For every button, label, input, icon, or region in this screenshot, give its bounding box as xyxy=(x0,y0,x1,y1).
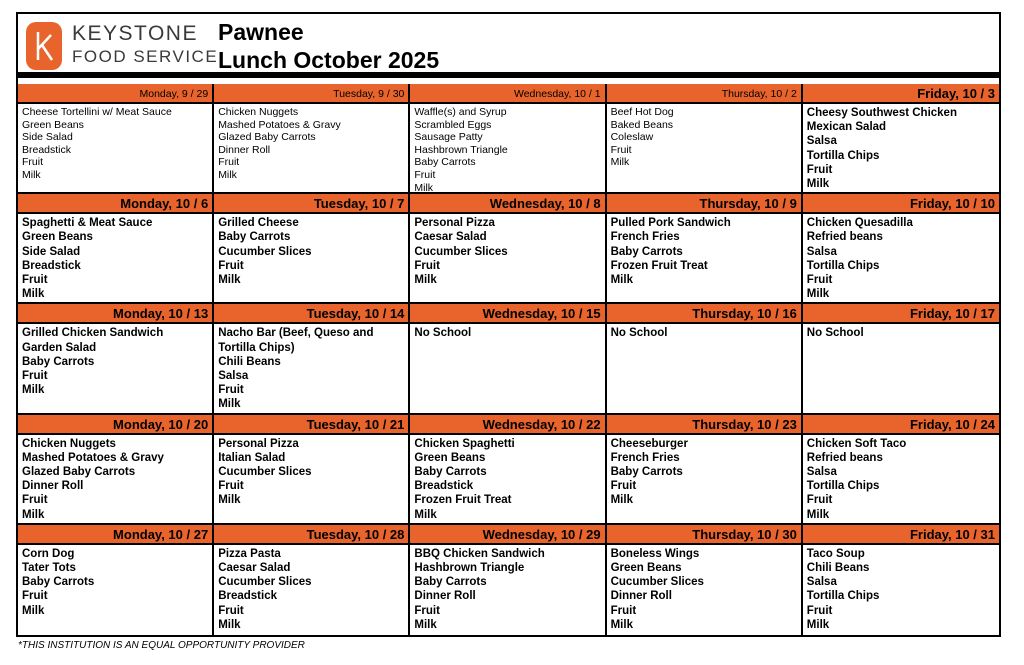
menu-item: Salsa xyxy=(806,576,837,589)
day-cell xyxy=(214,84,410,194)
menu-item: Milk xyxy=(610,156,630,169)
menu-item: Cheese Tortellini w/ Meat Sauce xyxy=(22,106,172,118)
menu-item: Fruit xyxy=(610,604,637,617)
page-title xyxy=(218,18,439,74)
menu-item: Fruit xyxy=(22,494,48,507)
menu-list xyxy=(803,104,999,193)
menu-item: Cucumber Slices xyxy=(218,245,312,258)
menu-item: Milk xyxy=(218,168,237,181)
menu-item: Fruit xyxy=(22,590,48,603)
menu-item: Breadstick xyxy=(218,590,277,603)
menu-list xyxy=(607,324,801,342)
menu-item: Milk xyxy=(22,168,41,181)
menu-item: Grilled Chicken Sandwich xyxy=(22,327,164,340)
menu-item: Baby Carrots xyxy=(610,466,683,478)
day-cell xyxy=(607,194,803,304)
menu-item: Tortilla Chips xyxy=(806,259,880,272)
menu-item: Cheeseburger xyxy=(610,437,688,450)
menu-item: Corn Dog xyxy=(22,547,75,560)
menu-item: Milk xyxy=(218,494,241,507)
menu-item: Baby Carrots xyxy=(218,231,291,244)
k-glyph-icon xyxy=(26,22,62,70)
menu-list xyxy=(410,214,604,289)
menu-item: Fruit xyxy=(610,143,632,156)
day-header: Tuesday, 9 / 30 xyxy=(214,84,408,104)
school-name: Pawnee xyxy=(218,19,304,45)
menu-item: Hashbrown Triangle xyxy=(414,143,508,156)
menu-item: Milk xyxy=(22,604,45,617)
calendar-grid xyxy=(18,84,999,635)
menu-item: Breadstick xyxy=(414,480,474,493)
menu-item: Milk xyxy=(218,398,241,411)
menu-item: Side Salad xyxy=(22,245,81,258)
menu-item: French Fries xyxy=(610,231,680,244)
menu-item: Fruit xyxy=(218,604,244,617)
menu-item: Fruit xyxy=(414,168,436,181)
menu-list xyxy=(214,104,408,184)
menu-item: Fruit xyxy=(22,156,43,169)
menu-item: Tortilla Chips xyxy=(806,149,880,162)
menu-list xyxy=(410,545,604,634)
menu-item: Beef Hot Dog xyxy=(610,106,674,118)
day-header: Thursday, 10 / 23 xyxy=(607,415,801,435)
menu-item: Salsa xyxy=(806,135,837,148)
day-cell xyxy=(607,84,803,194)
day-header: Thursday, 10 / 16 xyxy=(607,304,801,324)
menu-item: Caesar Salad xyxy=(218,562,291,574)
menu-item: Tortilla Chips xyxy=(806,480,880,493)
menu-item: Fruit xyxy=(22,370,48,382)
keystone-k-logo-icon xyxy=(26,22,62,70)
day-cell xyxy=(803,84,999,194)
day-cell xyxy=(803,525,999,635)
day-header: Tuesday, 10 / 28 xyxy=(214,525,408,545)
day-cell xyxy=(18,415,214,525)
menu-item: Milk xyxy=(218,618,241,631)
menu-item: Milk xyxy=(610,494,633,507)
day-cell xyxy=(18,84,214,194)
menu-item: Garden Salad xyxy=(22,341,97,354)
menu-item: Fruit xyxy=(218,259,244,272)
day-header: Wednesday, 10 / 15 xyxy=(410,304,604,324)
menu-item: French Fries xyxy=(610,451,680,464)
menu-item: Scrambled Eggs xyxy=(414,118,492,131)
menu-item: Fruit xyxy=(806,274,833,286)
menu-item: Pulled Pork Sandwich xyxy=(610,217,731,230)
menu-list xyxy=(18,324,212,399)
day-cell xyxy=(214,525,410,635)
day-header: Wednesday, 10 / 29 xyxy=(410,525,604,545)
day-header: Wednesday, 10 / 1 xyxy=(410,84,604,104)
day-cell xyxy=(18,525,214,635)
day-header: Friday, 10 / 3 xyxy=(803,84,999,104)
menu-list xyxy=(607,104,801,171)
menu-item: Tater Tots xyxy=(22,562,76,574)
day-cell xyxy=(607,415,803,525)
menu-item: Salsa xyxy=(806,466,837,478)
menu-item: Milk xyxy=(22,508,45,521)
menu-item: Milk xyxy=(22,288,45,301)
menu-item: Milk xyxy=(610,618,633,631)
menu-item: Fruit xyxy=(610,480,637,493)
menu-item: Frozen Fruit Treat xyxy=(414,494,512,507)
menu-item: Baby Carrots xyxy=(414,156,476,169)
day-header: Monday, 10 / 20 xyxy=(18,415,212,435)
menu-item: Italian Salad xyxy=(218,451,286,464)
menu-item: Personal Pizza xyxy=(414,217,495,230)
day-header: Friday, 10 / 17 xyxy=(803,304,999,324)
brand-name: KEYSTONE xyxy=(72,22,198,45)
menu-item: Green Beans xyxy=(610,562,682,574)
menu-list xyxy=(18,214,212,303)
day-cell xyxy=(410,415,606,525)
menu-item: No School xyxy=(806,327,864,340)
day-header: Thursday, 10 / 2 xyxy=(607,84,801,104)
day-header: Tuesday, 10 / 21 xyxy=(214,415,408,435)
menu-list xyxy=(607,545,801,634)
menu-item: Chicken Nuggets xyxy=(22,437,116,450)
day-header: Thursday, 10 / 9 xyxy=(607,194,801,214)
footer-disclaimer: *THIS INSTITUTION IS AN EQUAL OPPORTUNITY PROVIDER xyxy=(18,640,305,651)
menu-item: Baby Carrots xyxy=(414,466,487,478)
menu-item: Milk xyxy=(414,274,437,286)
menu-item: Fruit xyxy=(22,274,48,286)
menu-item: Chili Beans xyxy=(806,562,870,574)
menu-item: Fruit xyxy=(218,156,240,169)
menu-item: Mashed Potatoes & Gravy xyxy=(22,451,164,464)
menu-list xyxy=(803,545,999,634)
menu-item: Pizza Pasta xyxy=(218,547,281,560)
day-cell xyxy=(214,194,410,304)
menu-item: Dinner Roll xyxy=(22,480,84,493)
menu-list xyxy=(18,545,212,620)
menu-item: Fruit xyxy=(218,384,244,397)
menu-item: Milk xyxy=(414,181,434,194)
menu-item: Waffle(s) and Syrup xyxy=(414,106,507,118)
menu-item: Mexican Salad xyxy=(806,121,887,134)
menu-item: Breadstick xyxy=(22,143,72,156)
brand-logo-text xyxy=(72,22,218,68)
menu-title: Lunch October 2025 xyxy=(218,47,440,73)
day-header: Thursday, 10 / 30 xyxy=(607,525,801,545)
day-cell xyxy=(803,304,999,414)
menu-item: Chicken Soft Taco xyxy=(806,437,907,450)
day-header: Friday, 10 / 10 xyxy=(803,194,999,214)
menu-item: Green Beans xyxy=(414,451,486,464)
menu-item: Dinner Roll xyxy=(414,590,476,603)
day-cell xyxy=(410,525,606,635)
menu-item: Sausage Patty xyxy=(414,131,483,144)
menu-item: Chili Beans xyxy=(218,355,281,368)
menu-item: Fruit xyxy=(806,604,833,617)
day-cell xyxy=(410,304,606,414)
menu-item: Nacho Bar (Beef, Queso and Tortilla Chips) xyxy=(218,327,374,354)
menu-item: Grilled Cheese xyxy=(218,217,299,230)
menu-list xyxy=(803,324,999,342)
day-header: Friday, 10 / 31 xyxy=(803,525,999,545)
menu-item: Baked Beans xyxy=(610,118,674,131)
menu-item: Glazed Baby Carrots xyxy=(218,131,316,144)
menu-item: Glazed Baby Carrots xyxy=(22,466,136,478)
day-header: Tuesday, 10 / 14 xyxy=(214,304,408,324)
day-header: Friday, 10 / 24 xyxy=(803,415,999,435)
day-cell xyxy=(214,304,410,414)
menu-list xyxy=(607,214,801,289)
menu-item: Milk xyxy=(806,178,830,191)
day-cell xyxy=(410,194,606,304)
menu-item: Chicken Quesadilla xyxy=(806,217,913,230)
menu-item: Milk xyxy=(218,274,241,286)
day-header: Tuesday, 10 / 7 xyxy=(214,194,408,214)
menu-item: Personal Pizza xyxy=(218,437,299,450)
brand-subtitle: FOOD SERVICE xyxy=(72,47,219,66)
menu-item: Baby Carrots xyxy=(22,355,95,368)
menu-item: Side Salad xyxy=(22,131,73,144)
day-cell xyxy=(214,415,410,525)
menu-list xyxy=(607,435,801,510)
day-cell xyxy=(803,415,999,525)
menu-item: Coleslaw xyxy=(610,131,654,144)
menu-list xyxy=(214,214,408,289)
menu-item: Milk xyxy=(414,508,437,521)
menu-item: Refried beans xyxy=(806,451,883,464)
day-cell xyxy=(18,304,214,414)
menu-item: Chicken Nuggets xyxy=(218,106,299,118)
menu-list xyxy=(214,324,408,413)
menu-item: Salsa xyxy=(806,245,837,258)
day-header: Wednesday, 10 / 22 xyxy=(410,415,604,435)
menu-item: BBQ Chicken Sandwich xyxy=(414,547,545,560)
menu-item: Boneless Wings xyxy=(610,547,700,560)
menu-page xyxy=(16,12,1001,637)
menu-item: Green Beans xyxy=(22,231,93,244)
menu-item: Breadstick xyxy=(22,259,81,272)
menu-list xyxy=(18,104,212,184)
menu-item: Dinner Roll xyxy=(610,590,672,603)
menu-item: Cucumber Slices xyxy=(414,245,508,258)
menu-list xyxy=(410,104,604,194)
menu-item: Dinner Roll xyxy=(218,143,271,156)
menu-item: Cucumber Slices xyxy=(218,576,312,589)
menu-list xyxy=(803,435,999,524)
menu-item: Cucumber Slices xyxy=(218,466,312,478)
day-cell xyxy=(607,304,803,414)
menu-item: Fruit xyxy=(414,259,440,272)
day-cell xyxy=(803,194,999,304)
menu-item: Fruit xyxy=(806,494,833,507)
menu-item: Refried beans xyxy=(806,231,883,244)
menu-item: Milk xyxy=(806,618,830,631)
menu-item: Frozen Fruit Treat xyxy=(610,259,708,272)
menu-item: Milk xyxy=(22,384,45,397)
day-header: Wednesday, 10 / 8 xyxy=(410,194,604,214)
menu-item: Milk xyxy=(806,508,830,521)
day-cell xyxy=(18,194,214,304)
menu-item: Spaghetti & Meat Sauce xyxy=(22,217,153,230)
menu-item: Caesar Salad xyxy=(414,231,487,244)
menu-item: Fruit xyxy=(414,604,440,617)
menu-item: Baby Carrots xyxy=(610,245,683,258)
day-header: Monday, 10 / 27 xyxy=(18,525,212,545)
menu-item: Cucumber Slices xyxy=(610,576,704,589)
menu-item: Milk xyxy=(806,288,830,301)
menu-item: Baby Carrots xyxy=(22,576,95,589)
menu-item: Fruit xyxy=(806,163,833,176)
menu-item: Baby Carrots xyxy=(414,576,487,589)
menu-item: Milk xyxy=(610,274,633,286)
day-cell xyxy=(410,84,606,194)
menu-item: Mashed Potatoes & Gravy xyxy=(218,118,341,131)
day-cell xyxy=(607,525,803,635)
menu-item: No School xyxy=(414,327,472,340)
menu-item: Salsa xyxy=(218,370,249,382)
page-header xyxy=(18,14,999,78)
menu-item: Taco Soup xyxy=(806,547,865,560)
menu-list xyxy=(803,214,999,303)
menu-item: Milk xyxy=(414,618,437,631)
menu-item: Green Beans xyxy=(22,118,84,131)
menu-list xyxy=(214,435,408,510)
menu-item: Hashbrown Triangle xyxy=(414,562,525,574)
menu-list xyxy=(18,435,212,524)
menu-list xyxy=(410,324,604,342)
day-header: Monday, 10 / 6 xyxy=(18,194,212,214)
menu-item: No School xyxy=(610,327,668,340)
menu-item: Cheesy Southwest Chicken xyxy=(806,107,957,119)
menu-item: Fruit xyxy=(218,480,244,493)
menu-list xyxy=(214,545,408,634)
day-header: Monday, 10 / 13 xyxy=(18,304,212,324)
menu-item: Tortilla Chips xyxy=(806,590,880,603)
day-header: Monday, 9 / 29 xyxy=(18,84,212,104)
menu-item: Chicken Spaghetti xyxy=(414,437,515,450)
menu-list xyxy=(410,435,604,524)
